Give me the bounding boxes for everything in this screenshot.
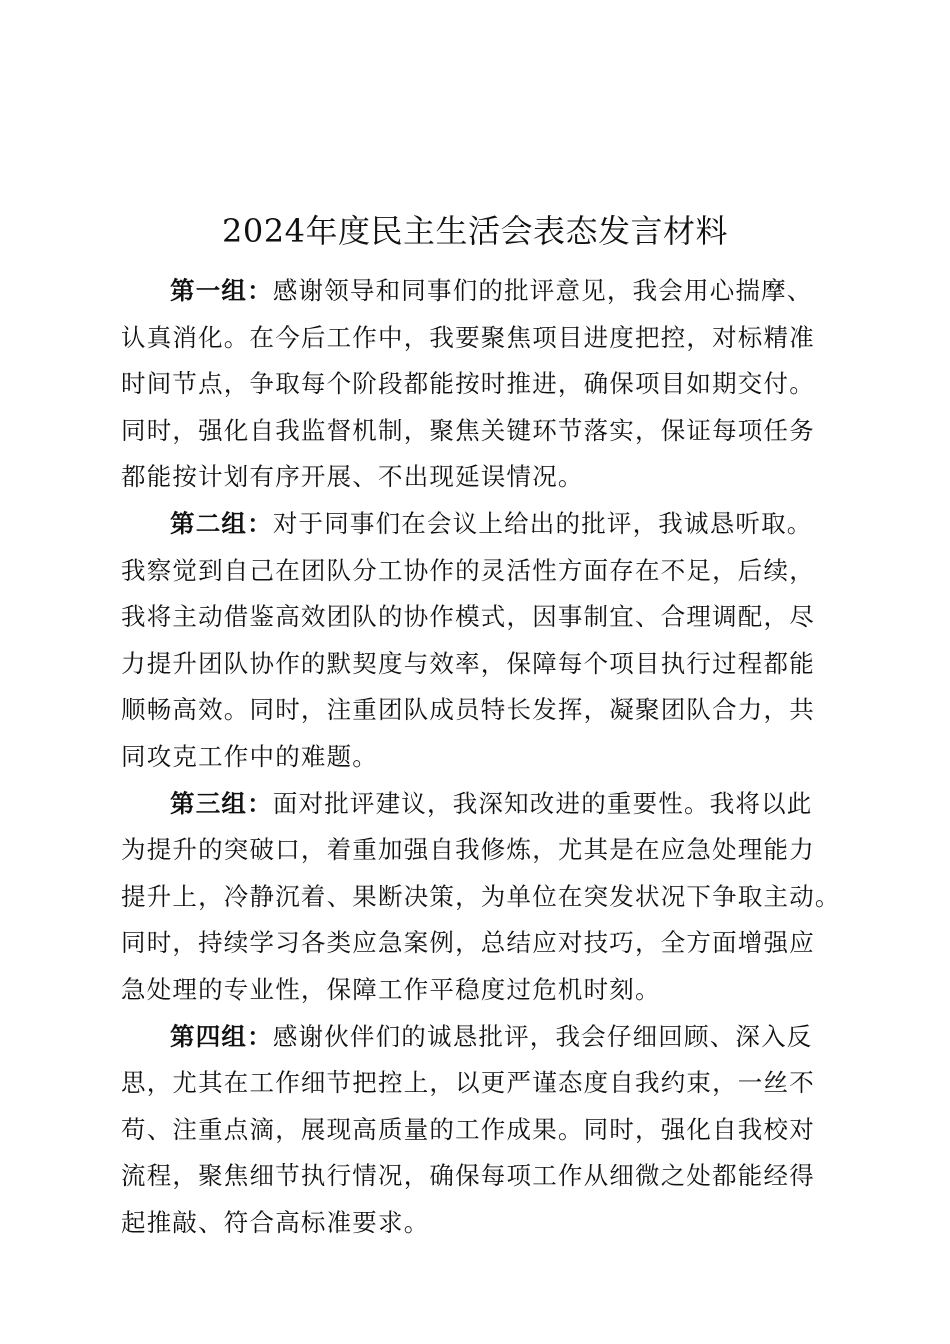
paragraph-line: 同攻克工作中的难题。 bbox=[121, 741, 378, 771]
paragraph-line: 提升上，冷静沉着、果断决策，为单位在突发状况下争取主动。 bbox=[121, 881, 841, 911]
paragraph-group-1 bbox=[121, 268, 821, 501]
paragraph-label: 第三组： bbox=[170, 788, 273, 818]
paragraph-line: 起推敲、符合高标准要求。 bbox=[121, 1207, 430, 1237]
document-title: 2024年度民主生活会表态发言材料 bbox=[222, 212, 728, 250]
paragraph-line: 苟、注重点滴，展现高质量的工作成果。同时，强化自我校对 bbox=[121, 1114, 815, 1144]
paragraph-group-4 bbox=[121, 1014, 821, 1247]
paragraph-line: 都能按计划有序开展、不出现延误情况。 bbox=[121, 462, 584, 492]
paragraph-line: 感谢伙伴们的诚恳批评，我会仔细回顾、深入反 bbox=[272, 1021, 813, 1051]
paragraph-line: 我将主动借鉴高效团队的协作模式，因事制宜、合理调配，尽 bbox=[121, 602, 815, 632]
paragraph-line: 同时，强化自我监督机制，聚焦关键环节落实，保证每项任务 bbox=[121, 415, 815, 445]
paragraph-line: 面对批评建议，我深知改进的重要性。我将以此 bbox=[272, 788, 813, 818]
paragraph-line: 感谢领导和同事们的批评意见，我会用心揣摩、 bbox=[272, 276, 813, 305]
paragraph-line: 认真消化。在今后工作中，我要聚焦项目进度把控，对标精准 bbox=[121, 322, 815, 352]
paragraph-group-2 bbox=[121, 501, 821, 781]
paragraph-line: 同时，持续学习各类应急案例，总结应对技巧，全方面增强应 bbox=[121, 928, 815, 958]
paragraph-group-3 bbox=[121, 781, 841, 1014]
paragraph-label: 第二组： bbox=[170, 508, 273, 538]
paragraph-line: 对于同事们在会议上给出的批评，我诚恳听取。 bbox=[272, 508, 813, 538]
paragraph-label: 第四组： bbox=[170, 1021, 273, 1051]
paragraph-line: 为提升的突破口，着重加强自我修炼，尤其是在应急处理能力 bbox=[121, 835, 815, 865]
paragraph-label: 第一组： bbox=[170, 276, 273, 305]
paragraph-line: 顺畅高效。同时，注重团队成员特长发挥，凝聚团队合力，共 bbox=[121, 695, 815, 725]
paragraph-line: 时间节点，争取每个阶段都能按时推进，确保项目如期交付。 bbox=[121, 369, 815, 399]
paragraph-line: 力提升团队协作的默契度与效率，保障每个项目执行过程都能 bbox=[121, 648, 815, 678]
paragraph-line: 思，尤其在工作细节把控上，以更严谨态度自我约束，一丝不 bbox=[121, 1068, 815, 1098]
document-body bbox=[121, 268, 841, 1246]
paragraph-line: 急处理的专业性，保障工作平稳度过危机时刻。 bbox=[121, 974, 661, 1004]
paragraph-line: 我察觉到自己在团队分工协作的灵活性方面存在不足，后续， bbox=[121, 555, 815, 585]
paragraph-line: 流程，聚焦细节执行情况，确保每项工作从细微之处都能经得 bbox=[121, 1161, 815, 1191]
